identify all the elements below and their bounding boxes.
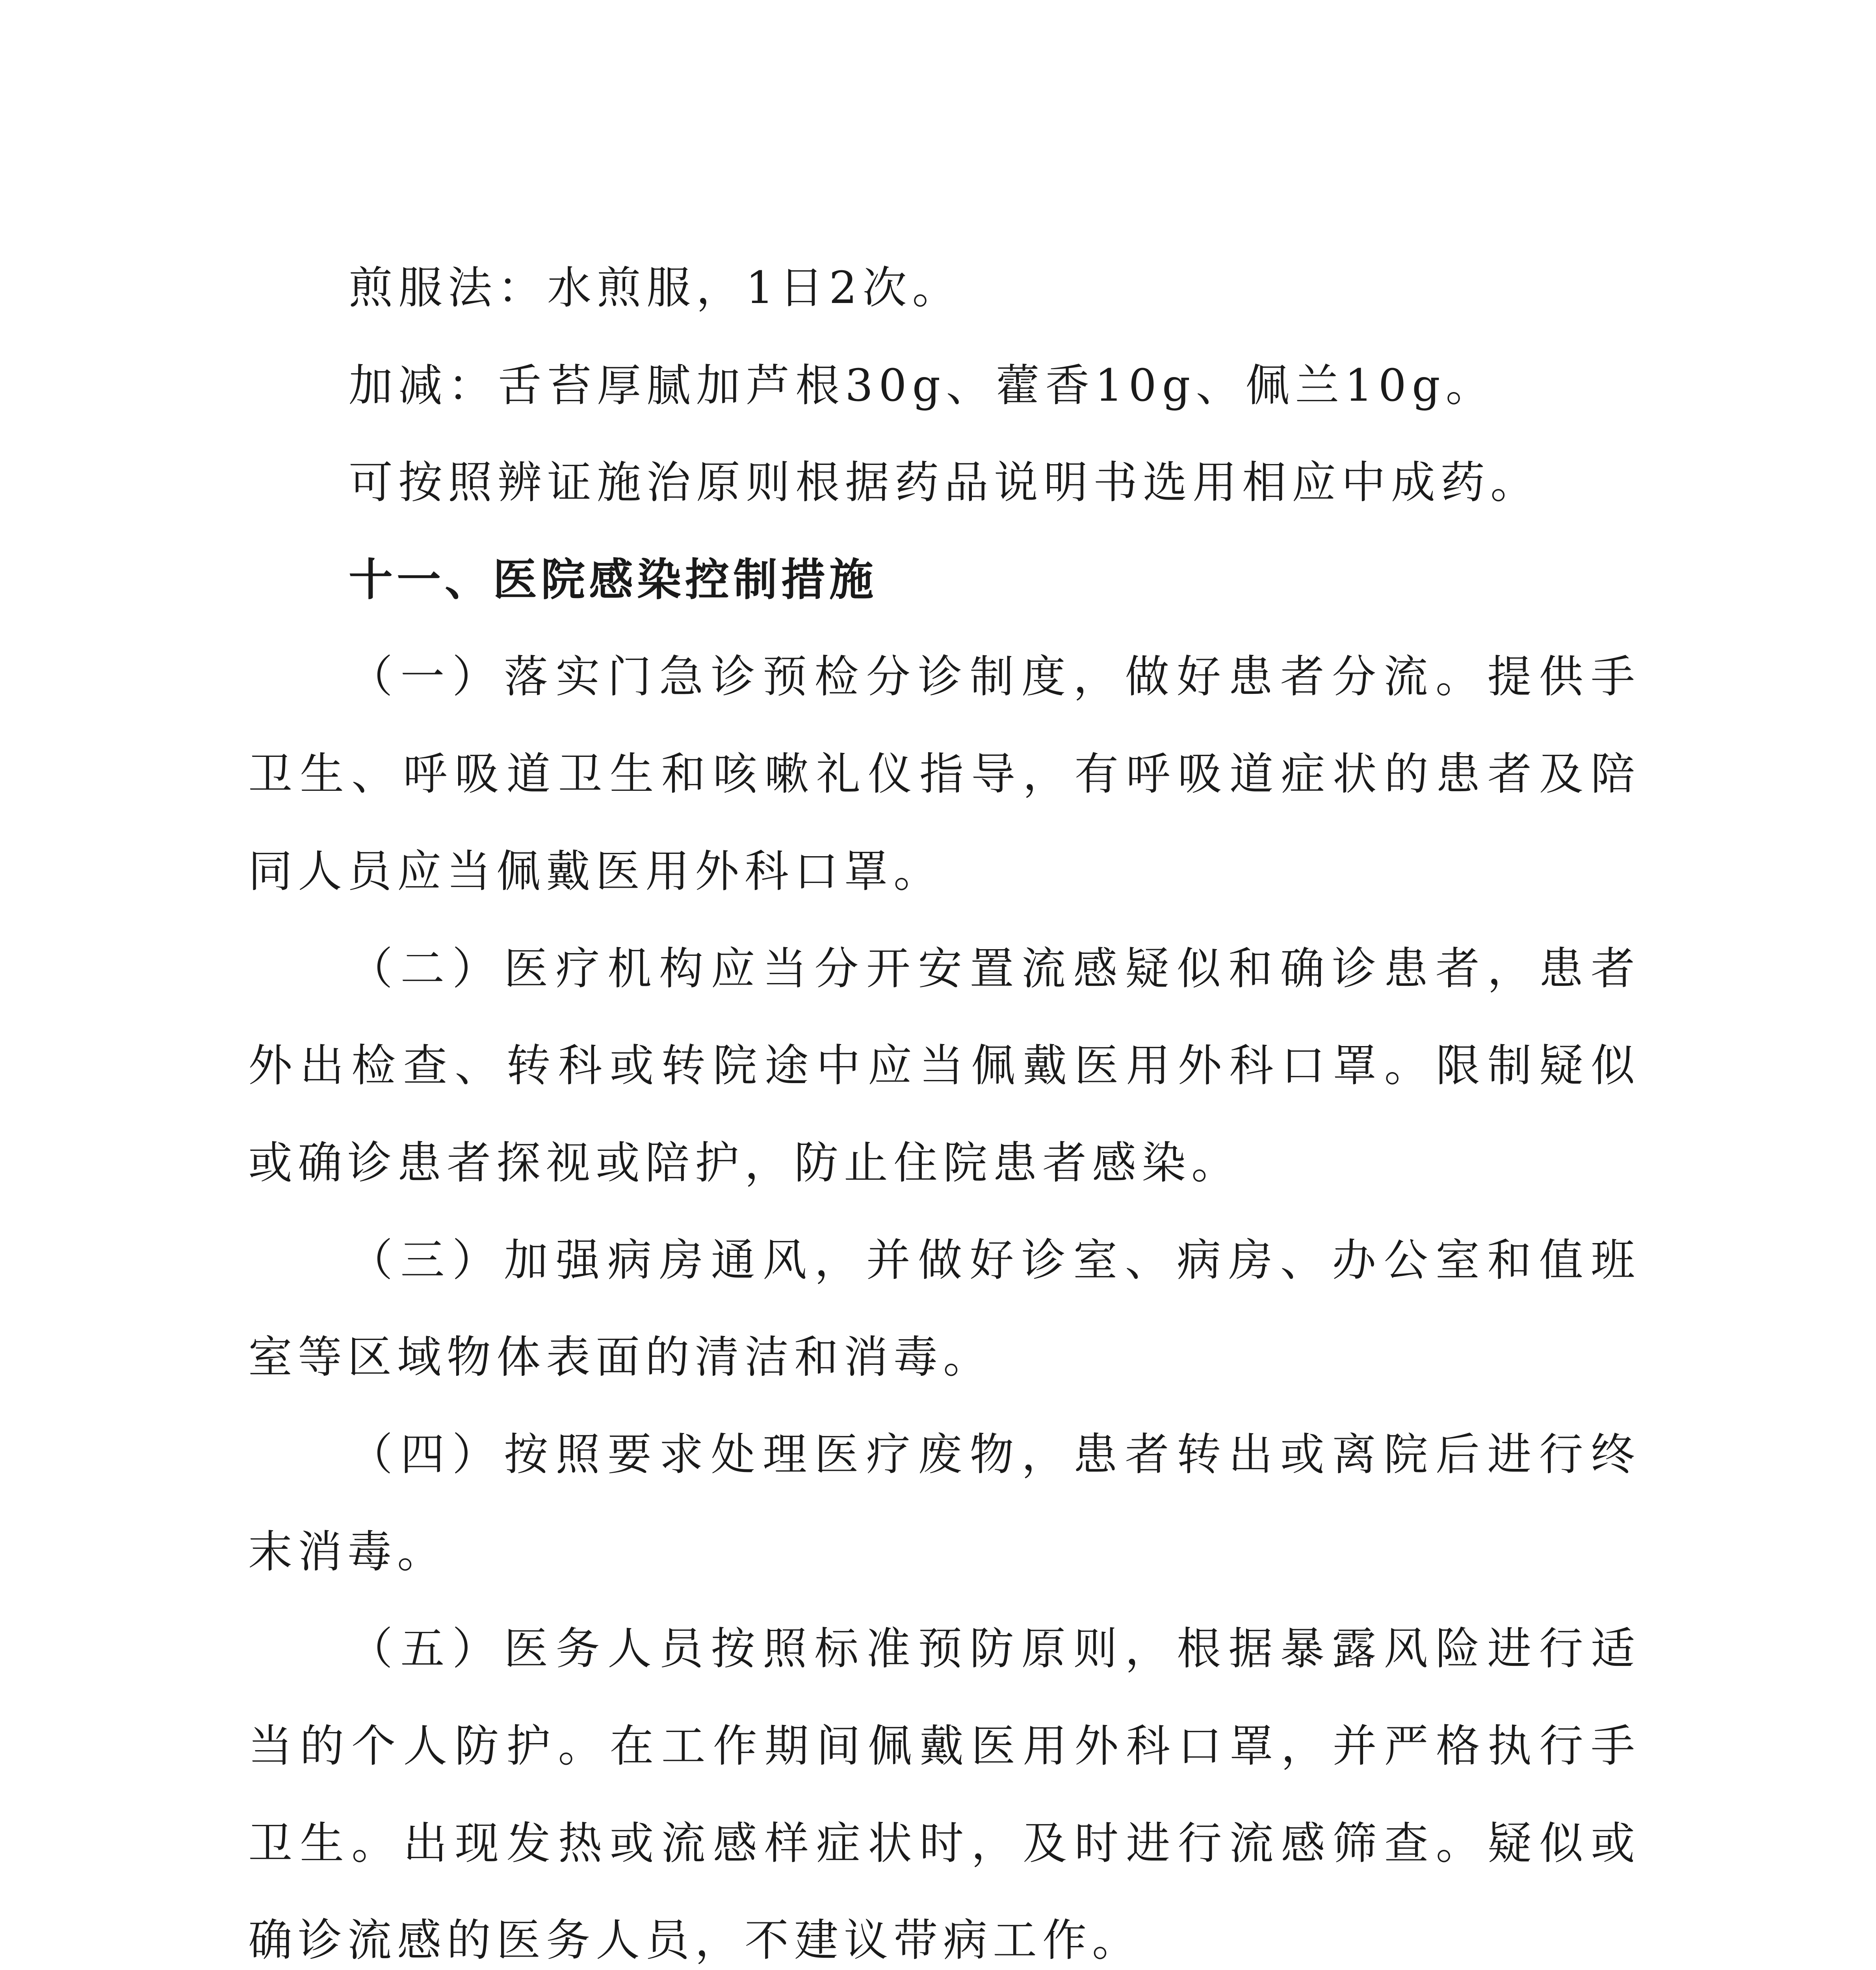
paragraph-line: 外出检查、转科或转院途中应当佩戴医用外科口罩。限制疑似 <box>248 1040 1635 1091</box>
paragraph-line: 室等区域物体表面的清洁和消毒。 <box>248 1332 993 1383</box>
paragraph-line: 同人员应当佩戴医用外科口罩。 <box>248 846 943 897</box>
patent-medicine-line: 可按照辨证施治原则根据药品说明书选用相应中成药。 <box>349 457 1540 508</box>
paragraph-line: （一）落实门急诊预检分诊制度，做好患者分流。提供手 <box>349 651 1635 703</box>
paragraph-line: （二）医疗机构应当分开安置流感疑似和确诊患者，患者 <box>349 943 1635 994</box>
decoction-method-line: 煎服法：水煎服，1日2次。 <box>349 262 962 314</box>
modification-line: 加减：舌苔厚腻加芦根30g、藿香10g、佩兰10g。 <box>349 360 1495 411</box>
paragraph-line: 末消毒。 <box>248 1526 447 1578</box>
paragraph-line: （五）医务人员按照标准预防原则，根据暴露风险进行适 <box>349 1623 1635 1674</box>
paragraph-line: 确诊流感的医务人员，不建议带病工作。 <box>248 1915 1142 1966</box>
paragraph-line: 当的个人防护。在工作期间佩戴医用外科口罩，并严格执行手 <box>248 1721 1635 1772</box>
section-heading-infection-control: 十一、医院感染控制措施 <box>349 554 877 606</box>
paragraph-line: 或确诊患者探视或陪护，防止住院患者感染。 <box>248 1137 1241 1189</box>
paragraph-line: （四）按照要求处理医疗废物，患者转出或离院后进行终 <box>349 1429 1635 1480</box>
paragraph-line: （三）加强病房通风，并做好诊室、病房、办公室和值班 <box>349 1235 1635 1286</box>
paragraph-line: 卫生。出现发热或流感样症状时，及时进行流感筛查。疑似或 <box>248 1818 1635 1869</box>
paragraph-line: 卫生、呼吸道卫生和咳嗽礼仪指导，有呼吸道症状的患者及陪 <box>248 749 1635 800</box>
